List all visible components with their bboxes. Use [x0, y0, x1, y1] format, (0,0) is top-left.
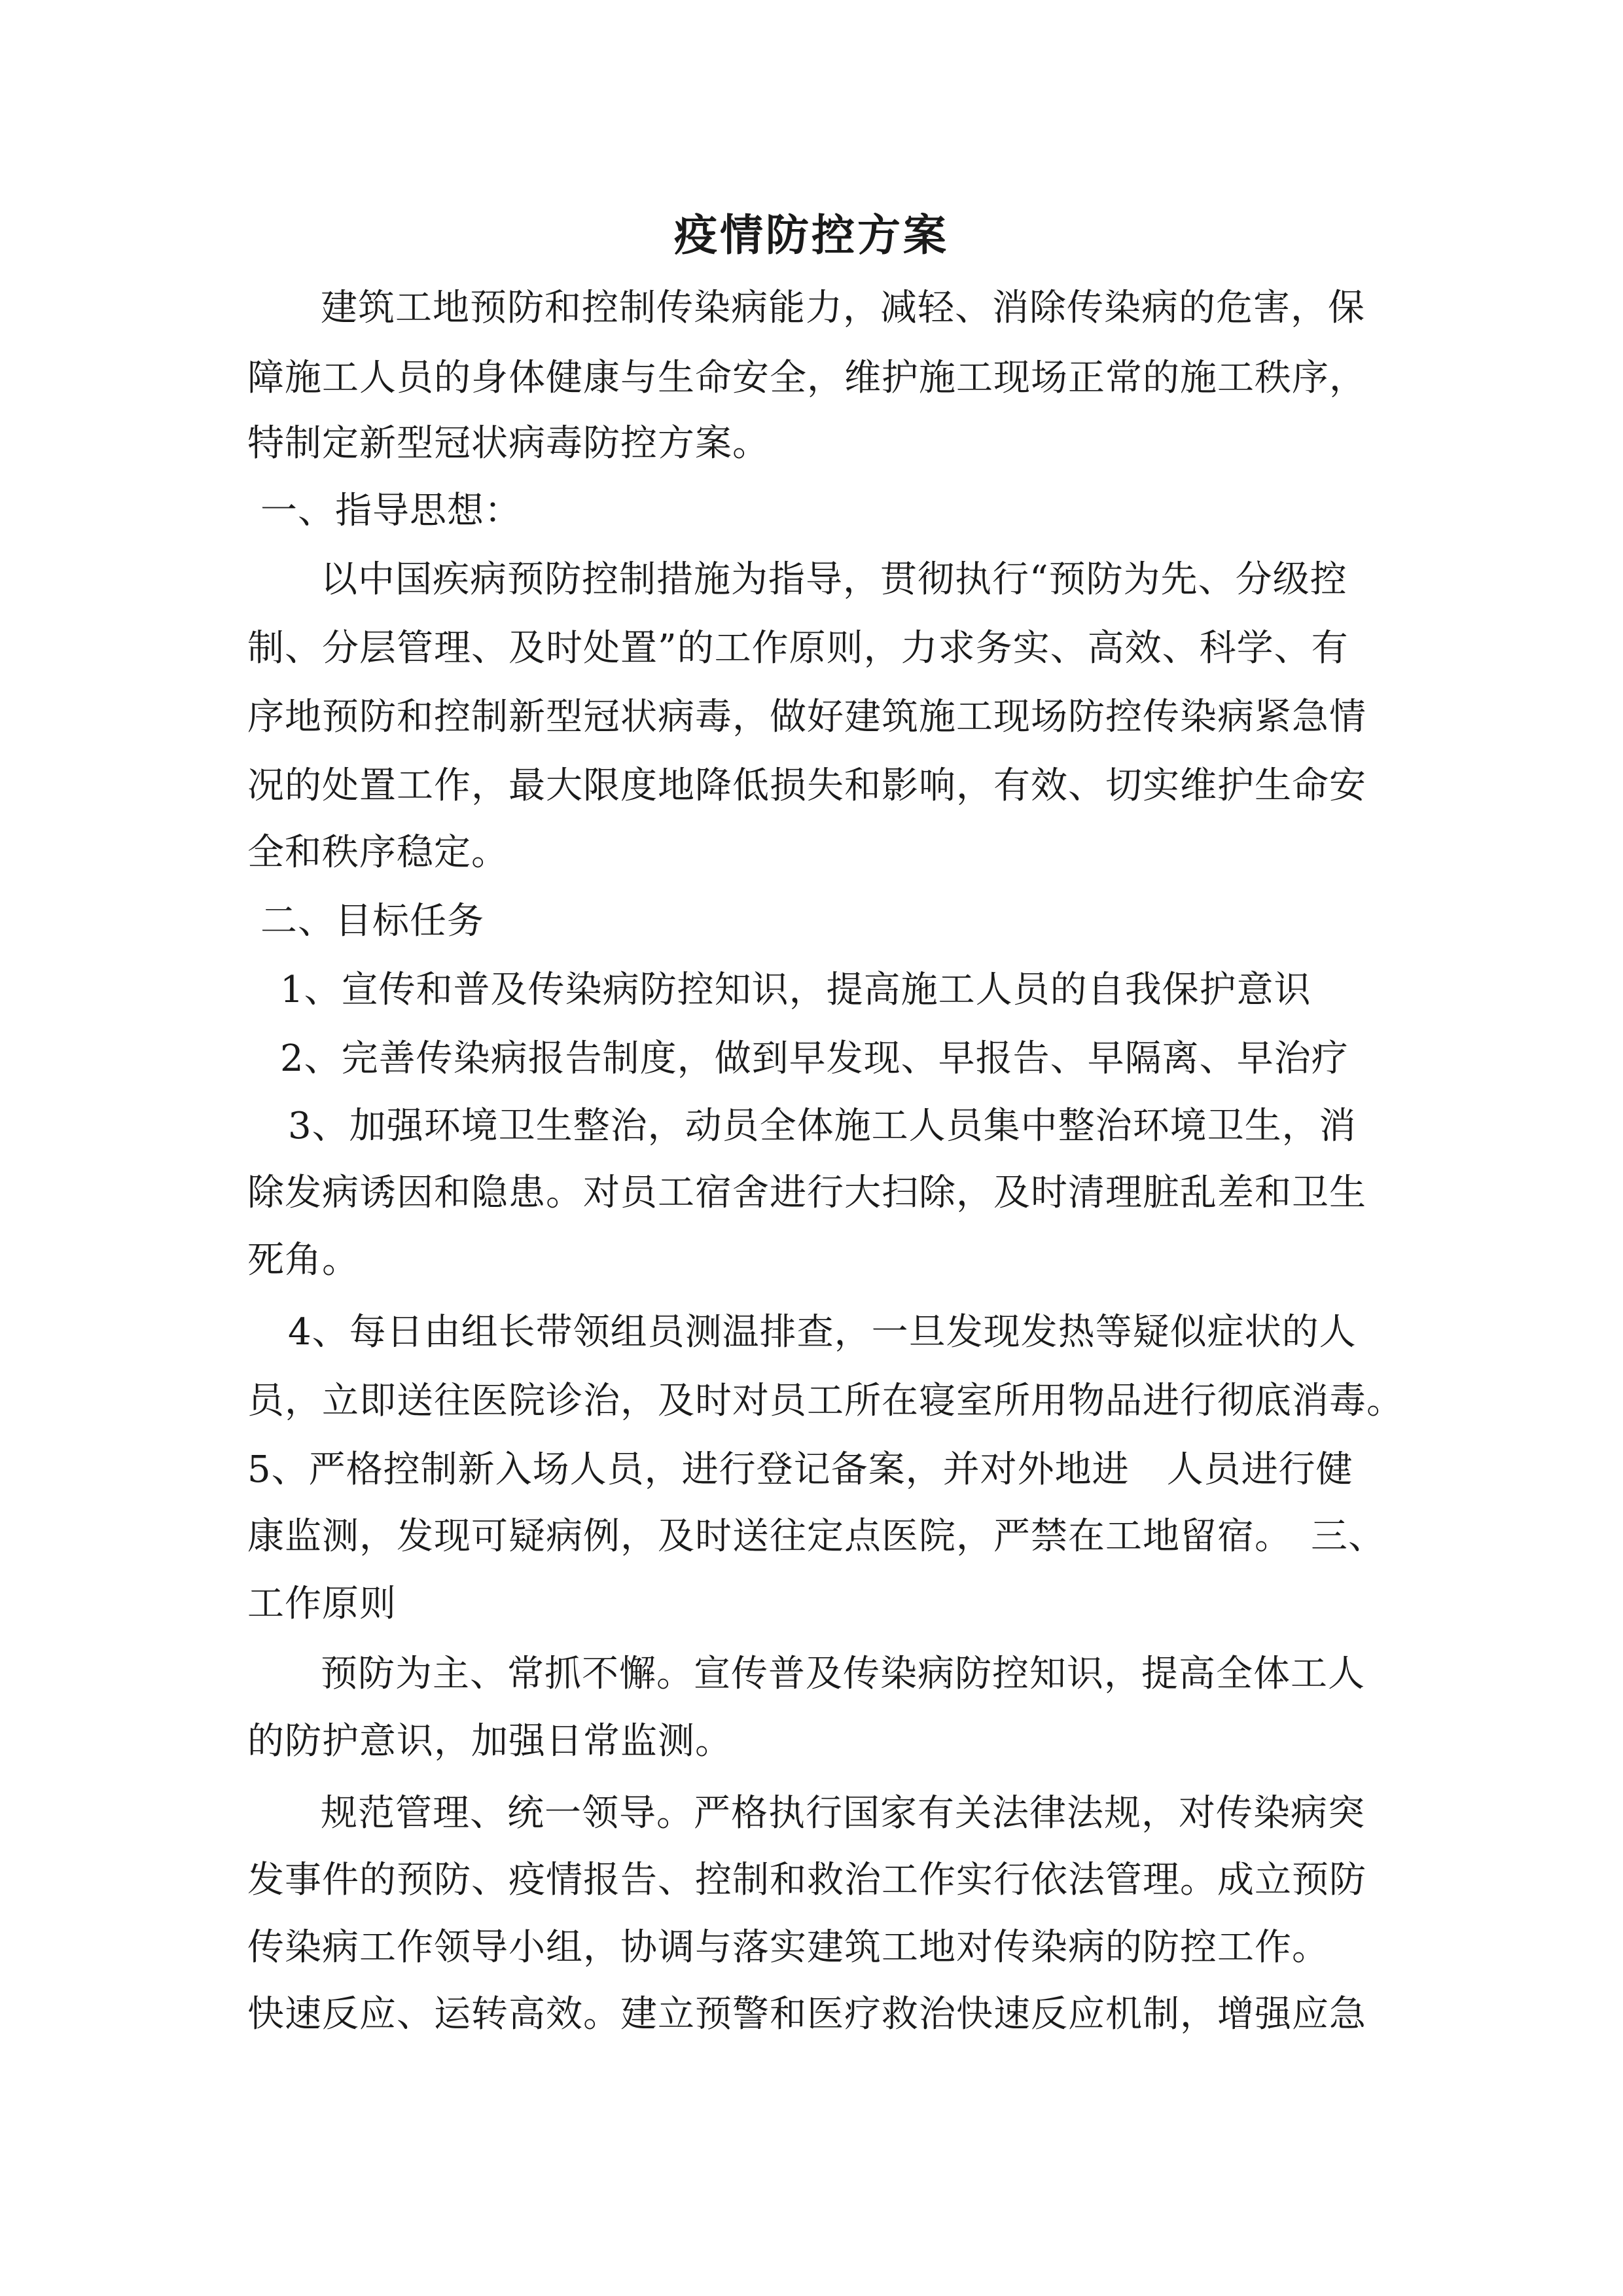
intro-line-3: 特制定新型冠状病毒防控方案。: [247, 422, 770, 465]
principle-3-line-1: 快速反应、运转高效。建立预警和医疗救治快速反应机制，增强应急: [247, 1993, 1366, 2036]
task-5-line-1: 5、严格控制新入场人员，进行登记备案，并对外地进 人员进行健: [247, 1448, 1353, 1491]
intro-line-2: 障施工人员的身体健康与生命安全，维护施工现场正常的施工秩序，: [247, 357, 1366, 399]
principle-1-line-2: 的防护意识，加强日常监测。: [247, 1720, 732, 1763]
task-1: 1、宣传和普及传染病防控知识，提高施工人员的自我保护意识: [280, 969, 1311, 1011]
task-4-line-2: 员，立即送往医院诊治，及时对员工所在寝室所用物品进行彻底消毒。: [247, 1380, 1404, 1422]
guiding-line-5: 全和秩序稳定。: [247, 831, 508, 874]
guiding-line-4: 况的处置工作，最大限度地降低损失和影响，有效、切实维护生命安: [247, 764, 1366, 807]
principle-2-line-3: 传染病工作领导小组，协调与落实建筑工地对传染病的防控工作。: [247, 1926, 1329, 1969]
principle-1-line-1: 预防为主、常抓不懈。宣传普及传染病防控知识，提高全体工人: [321, 1653, 1365, 1695]
task-3-line-2: 除发病诱因和隐患。对员工宿舍进行大扫除，及时清理脏乱差和卫生: [247, 1172, 1366, 1214]
section-heading-2: 二、目标任务: [260, 900, 484, 942]
guiding-line-1: 以中国疾病预防控制措施为指导，贯彻执行“预防为先、分级控: [321, 558, 1347, 601]
document-title: 疫情防控方案: [674, 210, 949, 260]
section-heading-3: 工作原则: [247, 1583, 397, 1625]
task-3-line-1: 3、加强环境卫生整治，动员全体施工人员集中整治环境卫生，消: [288, 1105, 1357, 1147]
principle-2-line-1: 规范管理、统一领导。严格执行国家有关法律法规，对传染病突: [321, 1792, 1365, 1835]
task-4-line-1: 4、每日由组长带领组员测温排查，一旦发现发热等疑似症状的人: [288, 1311, 1357, 1354]
intro-line-1: 建筑工地预防和控制传染病能力，减轻、消除传染病的危害，保: [321, 287, 1365, 329]
task-3-line-3: 死角。: [247, 1239, 359, 1282]
task-2: 2、完善传染病报告制度，做到早发现、早报告、早隔离、早治疗: [280, 1037, 1349, 1080]
task-5-line-2: 康监测，发现可疑病例，及时送往定点医院，严禁在工地留宿。 三、: [247, 1515, 1385, 1558]
principle-2-line-2: 发事件的预防、疫情报告、控制和救治工作实行依法管理。成立预防: [247, 1859, 1366, 1901]
section-heading-1: 一、指导思想：: [260, 490, 522, 532]
guiding-line-3: 序地预防和控制新型冠状病毒，做好建筑施工现场防控传染病紧急情: [247, 696, 1366, 738]
guiding-line-2: 制、分层管理、及时处置”的工作原则，力求务实、高效、科学、有: [247, 627, 1349, 670]
